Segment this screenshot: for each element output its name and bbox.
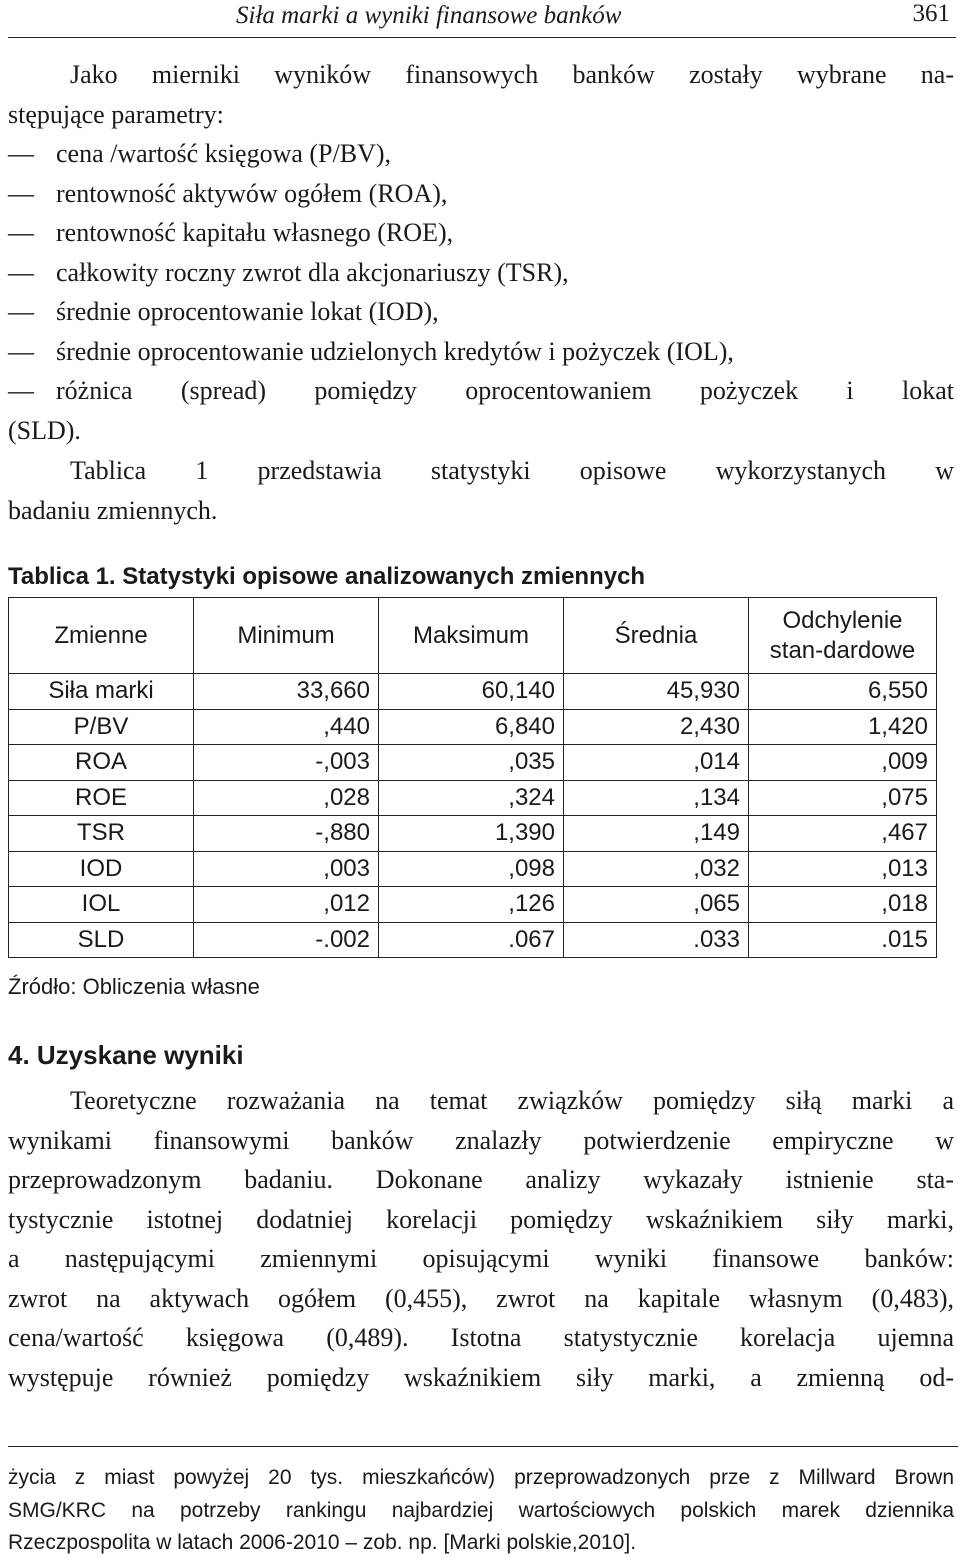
footnote-line: życia z miast powyżej 20 tys. mieszkańców) przeprowadzonych prze z Millward Brown [8, 1466, 954, 1489]
dash-marker: — [8, 376, 34, 405]
cell-mean: ,032 [564, 851, 749, 887]
cell-std-dev: ,009 [749, 745, 937, 781]
results-line: Teoretyczne rozważania na temat związków pomiędzy siłą marki a [70, 1086, 954, 1115]
cell-variable: IOD [9, 851, 194, 887]
cell-maximum: ,098 [379, 851, 564, 887]
list-item-text: różnica (spread) pomiędzy oprocentowaniem pożyczek i lokat [56, 376, 954, 405]
cell-variable: ROA [9, 745, 194, 781]
parameter-list [8, 134, 954, 450]
cell-mean: 2,430 [564, 709, 749, 745]
running-title: Siła marki a wyniki finansowe banków [236, 2, 622, 29]
footnote [8, 1462, 954, 1560]
list-item-text: rentowność kapitału własnego (ROE), [56, 218, 454, 247]
table-intro-line-2: badaniu zmiennych. [8, 495, 218, 525]
cell-mean: ,014 [564, 745, 749, 781]
section-heading: 4. Uzyskane wyniki [8, 1040, 244, 1070]
cell-maximum: 60,140 [379, 674, 564, 710]
table-row [9, 851, 937, 887]
table-row [9, 816, 937, 852]
table-row [9, 709, 937, 745]
footnote-line: SMG/KRC na potrzeby rankingu najbardziej wartościowych polskich marek dziennika [8, 1498, 954, 1522]
cell-std-dev: ,467 [749, 816, 937, 852]
list-item [8, 371, 954, 411]
cell-maximum: ,324 [379, 780, 564, 816]
cell-variable: P/BV [9, 709, 194, 745]
page-number: 361 [912, 0, 950, 27]
cell-variable: IOL [9, 887, 194, 923]
cell-mean: ,065 [564, 887, 749, 923]
cell-std-dev: ,018 [749, 887, 937, 923]
cell-maximum: ,126 [379, 887, 564, 923]
results-line: tystycznie istotnej dodatniej korelacji pomiędzy wskaźnikiem siły marki, [8, 1204, 954, 1234]
results-line: występuje również pomiędzy wskaźnikiem siły marki, a zmienną od- [8, 1362, 954, 1392]
table-row [9, 745, 937, 781]
intro-paragraph [8, 55, 954, 134]
cell-minimum: -,880 [194, 816, 379, 852]
dash-marker: — [8, 336, 34, 366]
results-line: przeprowadzonym badaniu. Dokonane analizy wykazały istnienie sta- [8, 1165, 954, 1194]
cell-variable: ROE [9, 780, 194, 816]
list-item-text: średnie oprocentowanie lokat (IOD), [56, 297, 439, 326]
cell-variable: TSR [9, 816, 194, 852]
table-row [9, 674, 937, 710]
dash-marker: — [8, 297, 34, 326]
header-std-dev: Odchylenie stan-dardowe [749, 598, 937, 674]
results-line: a następującymi zmiennymi opisującymi wyniki finansowe banków: [8, 1244, 954, 1273]
intro-line-2: stępujące parametry: [8, 99, 224, 129]
cell-maximum: ,035 [379, 745, 564, 781]
cell-maximum: 6,840 [379, 709, 564, 745]
cell-variable: SLD [9, 922, 194, 958]
results-paragraph [8, 1081, 954, 1397]
results-line: cena/wartość księgowa (0,489). Istotna statystycznie korelacja ujemna [8, 1323, 954, 1352]
cell-minimum: ,003 [194, 851, 379, 887]
cell-mean: 45,930 [564, 674, 749, 710]
footnote-line: Rzeczpospolita w latach 2006-2010 – zob. np. [Marki polskie,2010]. [8, 1531, 637, 1554]
header-maximum: Maksimum [379, 598, 564, 674]
list-item [8, 332, 954, 372]
dash-marker: — [8, 257, 34, 287]
list-item [8, 253, 954, 293]
header-mean: Średnia [564, 598, 749, 674]
cell-std-dev: ,013 [749, 851, 937, 887]
list-item-text: rentowność aktywów ogółem (ROA), [56, 178, 448, 208]
results-line: zwrot na aktywach ogółem (0,455), zwrot na kapitale własnym (0,483), [8, 1283, 954, 1313]
cell-std-dev: 1,420 [749, 709, 937, 745]
list-item-text: średnie oprocentowanie udzielonych kredytów i pożyczek (IOL), [56, 336, 734, 366]
cell-minimum: -,003 [194, 745, 379, 781]
cell-minimum: ,440 [194, 709, 379, 745]
cell-maximum: 1,390 [379, 816, 564, 852]
table-row [9, 922, 937, 958]
table-header-row [9, 598, 937, 674]
cell-minimum: ,012 [194, 887, 379, 923]
list-item [8, 134, 954, 174]
cell-minimum: 33,660 [194, 674, 379, 710]
header-minimum: Minimum [194, 598, 379, 674]
intro-line-1: Jako mierniki wyników finansowych banków zostały wybrane na- [70, 60, 954, 89]
cell-std-dev: 6,550 [749, 674, 937, 710]
table-intro-paragraph [8, 451, 954, 530]
dash-marker: — [8, 139, 34, 168]
results-line: wynikami finansowymi banków znalazły potwierdzenie empiryczne w [8, 1125, 954, 1155]
cell-variable: Siła marki [9, 674, 194, 710]
table-source: Źródło: Obliczenia własne [8, 974, 260, 999]
list-item-continuation [8, 411, 954, 451]
list-item [8, 292, 954, 332]
statistics-table [8, 597, 937, 958]
cell-minimum: ,028 [194, 780, 379, 816]
table-intro-line-1: Tablica 1 przedstawia statystyki opisowe wykorzystanych w [70, 456, 954, 485]
list-item [8, 174, 954, 214]
dash-marker: — [8, 218, 34, 247]
list-item-text: całkowity roczny zwrot dla akcjonariuszy (TSR), [56, 257, 569, 287]
cell-std-dev: .015 [749, 922, 937, 958]
cell-std-dev: ,075 [749, 780, 937, 816]
table-caption: Tablica 1. Statystyki opisowe analizowanych zmiennych [8, 563, 646, 590]
table-row [9, 887, 937, 923]
footnote-divider [8, 1446, 958, 1447]
header-variables: Zmienne [9, 598, 194, 674]
cell-mean: .033 [564, 922, 749, 958]
cell-minimum: -.002 [194, 922, 379, 958]
list-item-text: (SLD). [8, 415, 81, 445]
table-row [9, 780, 937, 816]
cell-maximum: .067 [379, 922, 564, 958]
cell-mean: ,134 [564, 780, 749, 816]
cell-mean: ,149 [564, 816, 749, 852]
list-item [8, 213, 954, 253]
list-item-text: cena /wartość księgowa (P/BV), [56, 139, 392, 168]
running-header [8, 0, 956, 38]
dash-marker: — [8, 178, 34, 208]
